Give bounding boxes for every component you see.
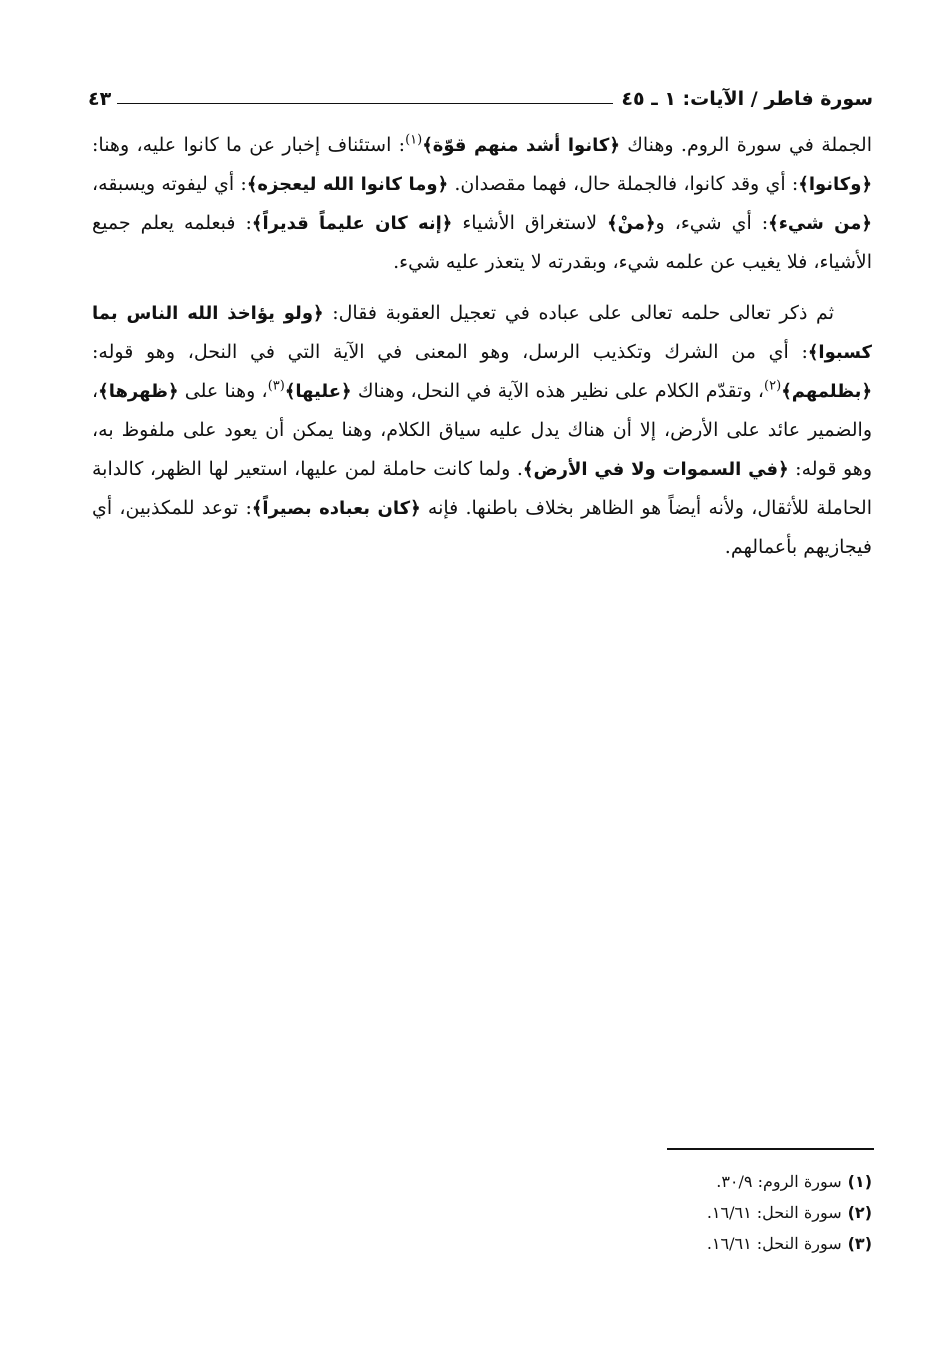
footnote-2 — [500, 1197, 872, 1228]
main-text — [92, 126, 872, 567]
text-run: : استئناف إخبار عن ما كانوا عليه، وهنا: — [92, 134, 406, 156]
text-run: ، وتقدّم الكلام على نظير هذه الآية في النحل، وهناك — [351, 380, 765, 402]
paragraph-1 — [92, 126, 872, 282]
text-run: : أي ليفوته ويسبقه، — [92, 173, 247, 195]
footnote-3 — [500, 1228, 872, 1259]
text-run: : توعد للمكذبين، أي فيجازيهم بأعمالهم. — [92, 497, 872, 558]
footnotes — [500, 1166, 872, 1259]
footnote-ref-3: (٣) — [267, 378, 285, 394]
footnote-separator — [667, 1148, 874, 1150]
footnote-1 — [500, 1166, 872, 1197]
footnote-ref-1: (١) — [405, 132, 423, 148]
quran-quote: ﴿إنه كان عليماً قديراً﴾ — [251, 213, 453, 234]
quran-quote: ﴿بظلمهم﴾ — [781, 381, 872, 402]
text-run: : أي وقد كانوا، فالجملة حال، فهما مقصدان. — [448, 173, 799, 195]
quran-quote: ﴿ظهرها﴾ — [98, 381, 179, 402]
footnote-ref-2: (٢) — [764, 378, 782, 394]
text-run: : أي شيء، و — [655, 212, 769, 234]
quran-quote: ﴿عليها﴾ — [284, 381, 352, 402]
text-run: ، والضمير عائد على الأرض، إلا أن هناك يدل عليه سياق الكلام، وهنا يمكن أن يعود على ملفوظ به، وهو قوله: — [92, 380, 872, 480]
paragraph-2 — [92, 294, 872, 567]
quran-quote: ﴿وكانوا﴾ — [798, 174, 873, 195]
running-header — [88, 84, 873, 114]
footnote-text: سورة النحل: ١٦/٦١. — [706, 1203, 842, 1222]
text-run: . ولما كانت حاملة لمن عليها، استعير لها الظهر، كالدابة الحاملة للأثقال، ولأنه أيضاً هو الظاهر بخلاف باطنها. فإنه — [92, 458, 872, 519]
header-title: سورة فاطر / الآيات: ١ ـ ٤٥ — [621, 88, 873, 110]
footnote-text: سورة الروم: ٣٠/٩. — [716, 1172, 842, 1191]
quran-quote: ﴿منْ﴾ — [607, 213, 656, 234]
quran-quote: ﴿كانوا أشد منهم قوّة﴾ — [422, 135, 620, 156]
quran-quote: ﴿في السموات ولا في الأرض﴾ — [522, 459, 789, 480]
quran-quote: ﴿كان بعباده بصيراً﴾ — [251, 498, 421, 519]
footnote-number: (٣) — [847, 1234, 872, 1253]
header-rule — [117, 103, 613, 104]
footnote-text: سورة النحل: ١٦/٦١. — [706, 1234, 842, 1253]
quran-quote: ﴿وما كانوا الله ليعجزه﴾ — [246, 174, 449, 195]
text-run: الجملة في سورة الروم. وهناك — [619, 134, 872, 156]
text-run: ، وهنا على — [178, 380, 268, 402]
quran-quote: ﴿من شيء﴾ — [768, 213, 872, 234]
page-number: ٤٣ — [88, 88, 112, 110]
quran-quote: ﴿ولو يؤاخذ الله الناس بما كسبوا﴾ — [92, 303, 872, 363]
text-run: لاستغراق الأشياء — [452, 212, 608, 234]
text-run: : أي من الشرك وتكذيب الرسل، وهو المعنى في الآية التي في النحل، وهو قوله: — [92, 341, 808, 363]
footnote-number: (١) — [847, 1172, 872, 1191]
footnote-number: (٢) — [847, 1203, 872, 1222]
text-run: : فبعلمه يعلم جميع الأشياء، فلا يغيب عن علمه شيء، وبقدرته لا يتعذر عليه شيء. — [92, 212, 872, 273]
text-run: ثم ذكر تعالى حلمه تعالى على عباده في تعجيل العقوبة فقال: — [323, 302, 834, 324]
